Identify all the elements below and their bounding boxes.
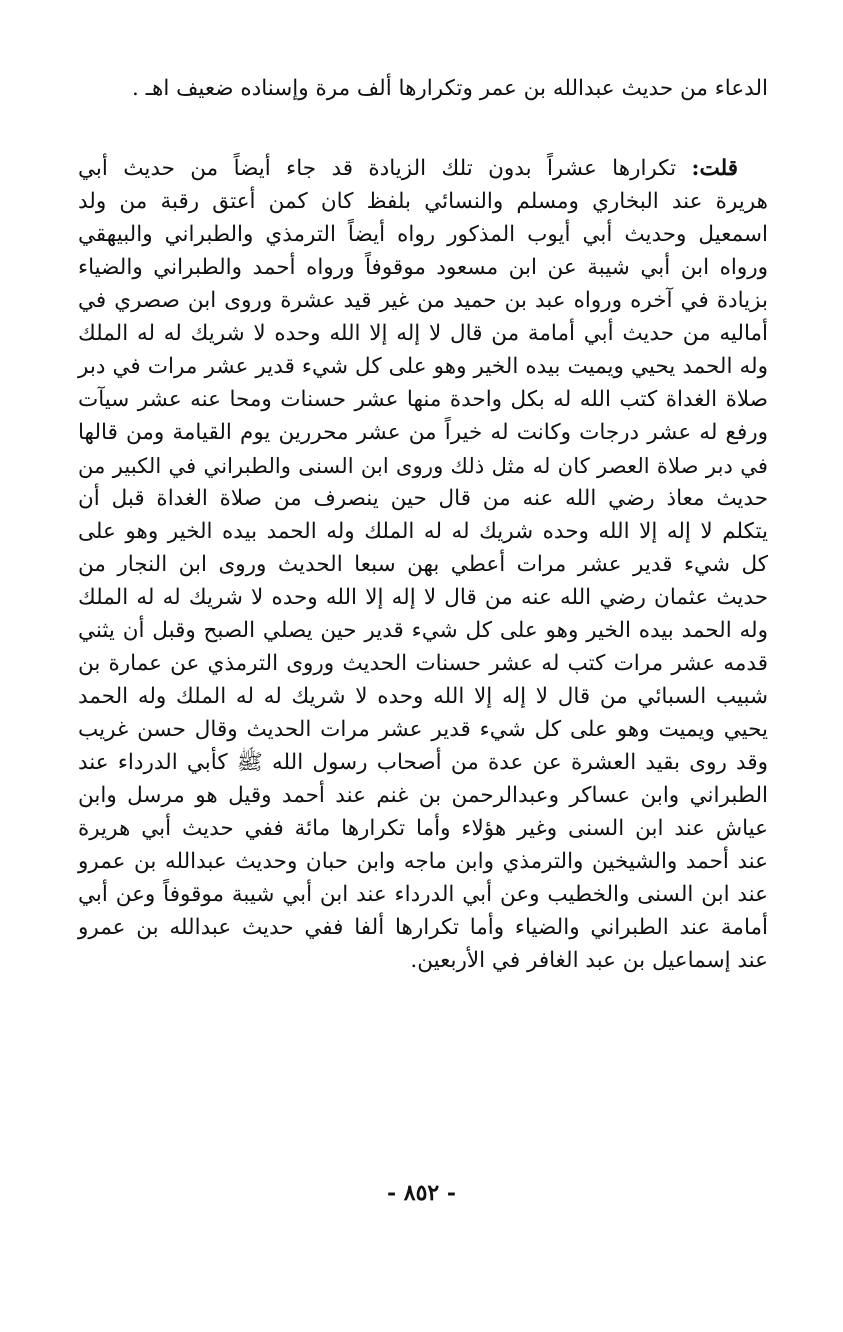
text-line: بزيادة في آخره ورواه عبد بن حميد من غير قيد عشرة وروى ابن صصري في — [78, 288, 768, 313]
text-line: وله الحمد يحيي ويميت بيده الخير وهو على كل شيء قدير عشر مرات في دبر — [78, 354, 768, 379]
text-line: وقد روى بقيد العشرة عن عدة من أصحاب رسول الله ﷺ كأبي الدرداء عند — [78, 750, 768, 775]
text-line: شبيب السبائي من قال لا إله إلا الله وحده لا شريك له له الملك وله الحمد — [78, 684, 768, 709]
text-line: الطبراني وابن عساكر وعبدالرحمن بن غنم عند أحمد وقيل هو مرسل وابن — [78, 783, 768, 808]
text-line: حديث عثمان رضي الله عنه من قال لا إله إلا الله وحده لا شريك له له الملك — [78, 585, 768, 610]
paragraph-last-line: عند إسماعيل بن عبد الغافر في الأربعين. — [410, 948, 768, 973]
text-line: أماليه من حديث أبي أمامة من قال لا إله إلا الله وحده لا شريك له له الملك — [78, 321, 768, 346]
intro-line: الدعاء من حديث عبدالله بن عمر وتكرارها ألف مرة وإسناده ضعيف اهـ . — [132, 76, 768, 101]
text-line: عند أحمد والشيخين والترمذي وابن ماجه وابن حبان وحديث عبدالله بن عمرو — [78, 849, 768, 874]
text-line: ورفع له عشر درجات وكانت له خيراً من عشر محررين يوم القيامة ومن قالها — [78, 420, 768, 445]
text-line: يحيي ويميت وهو على كل شيء قدير عشر مرات الحديث وقال حسن غريب — [78, 717, 768, 742]
text-line: هريرة عند البخاري ومسلم والنسائي بلفظ كان كمن أعتق رقبة من ولد — [78, 189, 768, 214]
text-line: اسمعيل وحديث أبي أيوب المذكور رواه أيضاً الترمذي والطبراني والبيهقي — [78, 222, 768, 247]
text-line: عياش عند ابن السنى وغير هؤلاء وأما تكرارها مائة ففي حديث أبي هريرة — [78, 816, 768, 841]
main-paragraph — [78, 152, 768, 977]
first-line-text: تكرارها عشراً بدون تلك الزيادة قد جاء أيضاً من حديث أبي — [78, 156, 677, 181]
text-line: صلاة الغداة كتب الله له بكل واحدة منها عشر حسنات ومحا عنه عشر سيآت — [78, 387, 768, 412]
qult-label: قلت: — [691, 156, 738, 181]
text-line: في دبر صلاة العصر كان له مثل ذلك وروى ابن السنى والطبراني في الكبير من — [78, 453, 768, 478]
text-line: قدمه عشر مرات كتب له عشر حسنات الحديث وروى الترمذي عن عمارة بن — [78, 651, 768, 676]
page-text — [78, 72, 768, 977]
text-line: ورواه ابن أبي شيبة عن ابن مسعود موقوفاً ورواه أحمد والطبراني والضياء — [78, 255, 768, 280]
text-line: أمامة عند الطبراني والضياء وأما تكرارها ألفا ففي حديث عبدالله بن عمرو — [78, 915, 768, 940]
paragraph-first-line — [78, 152, 768, 185]
text-line: كل شيء قدير عشر مرات أعطي بهن سبعا الحديث وروى ابن النجار من — [78, 552, 768, 577]
text-line: وله الحمد بيده الخير وهو على كل شيء قدير حين يصلي الصبح وقبل أن يثني — [78, 618, 768, 643]
page-number: - ٨٥٢ - — [386, 1180, 457, 1206]
intro-paragraph — [78, 72, 768, 105]
text-line: حديث معاذ رضي الله عنه من قال حين ينصرف من صلاة الغداة قبل أن — [78, 486, 768, 511]
text-line: عند ابن السنى والخطيب وعن أبي الدرداء عند ابن أبي شيبة موقوفاً وعن أبي — [78, 882, 768, 907]
text-line: يتكلم لا إله إلا الله وحده شريك له له الملك وله الحمد بيده الخير وهو على — [78, 519, 768, 544]
